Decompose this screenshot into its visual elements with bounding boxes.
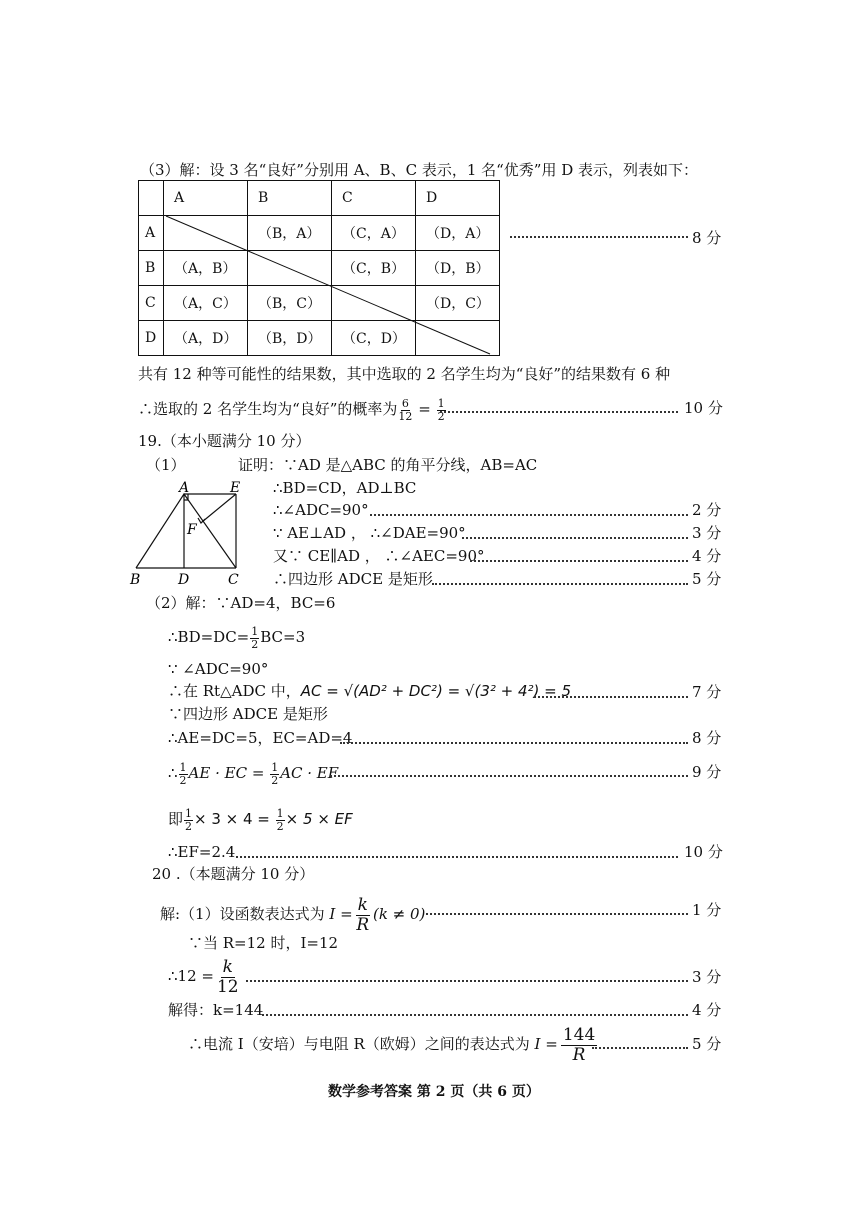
bd-line xyxy=(168,626,305,650)
score-label: 4 分 xyxy=(692,1001,722,1019)
q19-part2-heading: （2）解：∵AD=4，BC=6 xyxy=(146,594,336,612)
figure-label-c: C xyxy=(228,572,239,588)
table-row-label: B xyxy=(139,251,164,286)
score-label: 10 分 xyxy=(684,399,723,417)
score-label: 10 分 xyxy=(684,843,723,861)
score-label: 7 分 xyxy=(692,683,722,701)
dot-leader xyxy=(592,1047,688,1049)
denominator: 2 xyxy=(179,773,187,787)
dot-leader xyxy=(470,560,688,562)
ie-text: 即 xyxy=(168,810,184,829)
fraction xyxy=(561,1026,597,1064)
table-cell: （C，B） xyxy=(332,251,416,286)
table-cell: （A，D） xyxy=(164,321,248,356)
dot-leader xyxy=(426,913,688,915)
denominator: 12 xyxy=(216,976,239,997)
fraction xyxy=(276,808,285,832)
denominator: R xyxy=(572,1044,586,1065)
geometry-figure xyxy=(126,478,256,588)
fraction xyxy=(270,762,279,786)
table-cell: （A，C） xyxy=(164,286,248,321)
score-label: 2 分 xyxy=(692,501,722,519)
score-label: 5 分 xyxy=(692,570,722,588)
score-label: 8 分 xyxy=(692,229,722,247)
table-header-cell: C xyxy=(332,181,416,216)
denominator: 2 xyxy=(251,637,259,651)
score-label: 4 分 xyxy=(692,547,722,565)
ie-line xyxy=(168,808,353,832)
score-label: 3 分 xyxy=(692,524,722,542)
proof-step: ∴BD=CD，AD⊥BC xyxy=(273,479,417,497)
table-cell: （B，C） xyxy=(248,286,332,321)
fraction xyxy=(250,626,259,650)
dot-leader xyxy=(330,775,688,777)
proof-step: 又∵ CE∥AD ， ∴∠AEC=90° xyxy=(273,547,485,565)
area-text: ∴ xyxy=(168,764,178,783)
part3-intro: （3）解：设 3 名“良好”分别用 A、B、C 表示，1 名“优秀”用 D 表示，列表如下： xyxy=(140,161,699,179)
q20-lhs: I = xyxy=(329,905,353,924)
q20-step3 xyxy=(168,958,242,996)
q20-text: ∴电流 I（安培）与电阻 R（欧姆）之间的表达式为 xyxy=(188,1035,530,1054)
dot-leader xyxy=(370,514,688,516)
q19-proof-intro: 证明：∵AD 是△ABC 的角平分线，AB=AC xyxy=(238,456,538,474)
numerator: 1 xyxy=(276,807,284,820)
table-cell: （B，D） xyxy=(248,321,332,356)
denominator: 2 xyxy=(276,819,284,833)
proof-step: ∴四边形 ADCE 是矩形 xyxy=(273,570,433,588)
numerator: 144 xyxy=(562,1025,596,1045)
summary-text: 共有 12 种等可能性的结果数，其中选取的 2 名学生均为“良好”的结果数有 6 种 xyxy=(138,365,671,383)
table-header-cell: A xyxy=(164,181,248,216)
fraction xyxy=(398,398,412,422)
score-label: 3 分 xyxy=(692,968,722,986)
q20-step5 xyxy=(188,1026,600,1064)
table-row-label: D xyxy=(139,321,164,356)
figure-label-a: A xyxy=(179,480,190,496)
denominator: 2 xyxy=(271,773,279,787)
rect-line: ∵四边形 ADCE 是矩形 xyxy=(168,705,328,723)
numerator: 1 xyxy=(437,397,445,410)
area-text: AE · EC = xyxy=(188,764,265,783)
q19-part1-label: （1） xyxy=(146,456,186,474)
table-row-label: A xyxy=(139,216,164,251)
figure-label-d: D xyxy=(178,572,190,588)
probability-line xyxy=(138,398,447,422)
rt-equation: AC = √(AD² + DC²) = √(3² + 4²) = 5 xyxy=(300,682,572,700)
numerator: 1 xyxy=(251,625,259,638)
table-cell: （D，C） xyxy=(416,286,500,321)
q20-heading: 20 .（本题满分 10 分） xyxy=(152,865,315,883)
score-label: 5 分 xyxy=(692,1035,722,1053)
q20-step1 xyxy=(160,896,425,934)
ie-text: × 5 × EF xyxy=(285,810,353,829)
ef-line: ∴EF=2.4 xyxy=(168,843,236,861)
table-cell: （B，A） xyxy=(248,216,332,251)
denominator: 12 xyxy=(398,409,413,423)
dot-leader xyxy=(432,583,688,585)
dot-leader xyxy=(510,236,688,238)
score-label: 1 分 xyxy=(692,901,722,919)
q20-step2: ∵当 R=12 时，I=12 xyxy=(188,934,339,952)
dot-leader xyxy=(236,856,678,858)
denominator: R xyxy=(356,914,370,935)
numerator: k xyxy=(222,957,233,977)
numerator: 1 xyxy=(185,807,193,820)
rt-line xyxy=(168,684,571,699)
ae-line: ∴AE=DC=5，EC=AD=4 xyxy=(168,729,353,747)
figure-label-f: F xyxy=(187,522,197,538)
score-label: 9 分 xyxy=(692,763,722,781)
adc-line: ∵ ∠ADC=90° xyxy=(168,660,269,678)
table-cell: （C，A） xyxy=(332,216,416,251)
bd-text: BC=3 xyxy=(260,628,306,647)
bd-text: ∴BD=DC= xyxy=(168,628,250,647)
proof-step: ∴∠ADC=90° xyxy=(273,501,369,519)
numerator: 6 xyxy=(401,397,409,410)
table-header-cell: D xyxy=(416,181,500,216)
dot-leader xyxy=(440,411,678,413)
proof-step: ∵ AE⊥AD ， ∴∠DAE=90° xyxy=(273,524,466,542)
q19-heading: 19.（本小题满分 10 分） xyxy=(138,432,311,450)
area-text: AC · EF xyxy=(280,764,339,783)
figure-label-e: E xyxy=(230,480,241,496)
fraction xyxy=(356,896,370,934)
q20-condition: (k ≠ 0) xyxy=(372,905,426,924)
fraction xyxy=(217,958,239,996)
q20-step4: 解得：k=144 xyxy=(168,1001,264,1019)
numerator: 1 xyxy=(179,761,187,774)
dot-leader xyxy=(462,537,688,539)
denominator: 2 xyxy=(185,819,193,833)
table-cell: （A，B） xyxy=(164,251,248,286)
ie-text: × 3 × 4 = xyxy=(194,810,270,829)
table-row-label: C xyxy=(139,286,164,321)
probability-text: ∴选取的 2 名学生均为“良好”的概率为 xyxy=(138,400,398,419)
table-cell: （C，D） xyxy=(332,321,416,356)
denominator: 2 xyxy=(437,409,445,423)
score-label: 8 分 xyxy=(692,729,722,747)
dot-leader xyxy=(262,1014,688,1016)
numerator: 1 xyxy=(271,761,279,774)
fraction xyxy=(184,808,193,832)
table-header-cell: B xyxy=(248,181,332,216)
dot-leader xyxy=(534,696,688,698)
dot-leader xyxy=(340,742,688,744)
q20-text: 解:（1）设函数表达式为 xyxy=(160,905,325,924)
fraction xyxy=(179,762,188,786)
page-footer: 数学参考答案 第 2 页（共 6 页） xyxy=(328,1084,540,1100)
table-cell: （D，A） xyxy=(416,216,500,251)
figure-label-b: B xyxy=(130,572,141,588)
table-cell: （D，B） xyxy=(416,251,500,286)
area-line xyxy=(168,762,338,786)
numerator: k xyxy=(357,895,368,915)
dot-leader xyxy=(246,980,688,982)
equals: = xyxy=(418,400,431,419)
q20-text: ∴12 = xyxy=(168,967,214,986)
rt-text: ∴在 Rt△ADC 中， xyxy=(168,682,301,700)
q20-lhs: I = xyxy=(534,1035,558,1054)
